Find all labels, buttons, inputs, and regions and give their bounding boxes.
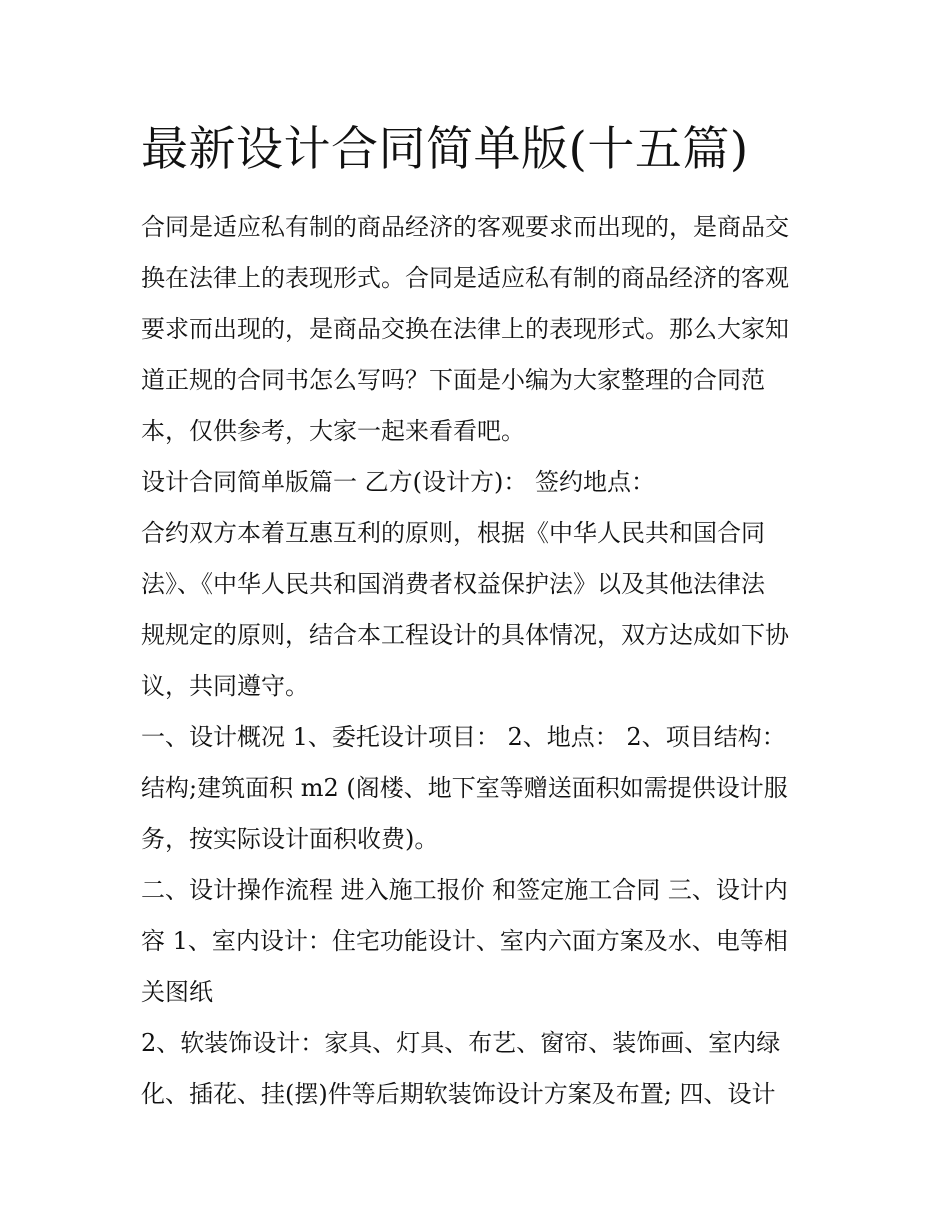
text-line: 关图纸 xyxy=(141,978,213,1006)
text-line: 一、设计概况 1、委托设计项目： 2、地点： 2、项目结构： xyxy=(141,723,786,751)
text-line: 议，共同遵守。 xyxy=(141,672,309,700)
text-line: 容 1、室内设计：住宅功能设计、室内六面方案及水、电等相 xyxy=(141,927,788,955)
intro-paragraph xyxy=(141,202,813,457)
text-line: 法》、《中华人民共和国消费者权益保护法》以及其他法律法 xyxy=(141,570,765,598)
text-line: 设计合同简单版篇一 乙方(设计方)： 签约地点： xyxy=(141,468,655,496)
text-line: 规规定的原则，结合本工程设计的具体情况，双方达成如下协 xyxy=(141,621,789,649)
text-line: 换在法律上的表现形式。合同是适应私有制的商品经济的客观 xyxy=(141,264,789,292)
text-line: 二、设计操作流程 进入施工报价 和签定施工合同 三、设计内 xyxy=(141,876,788,904)
document-title: 最新设计合同简单版(十五篇) xyxy=(141,122,749,177)
text-line: 合约双方本着互惠互利的原则，根据《中华人民共和国合同 xyxy=(141,519,765,547)
text-line: 2、软装饰设计：家具、灯具、布艺、窗帘、装饰画、室内绿 xyxy=(141,1029,781,1057)
text-line: 化、插花、挂(摆)件等后期软装饰设计方案及布置; 四、设计 xyxy=(141,1080,776,1108)
design-process-paragraph xyxy=(141,865,813,1018)
text-line: 合同是适应私有制的商品经济的客观要求而出现的，是商品交 xyxy=(141,213,789,241)
agreement-principle-paragraph xyxy=(141,508,813,712)
design-overview-paragraph xyxy=(141,712,813,865)
section-heading-paragraph xyxy=(141,457,813,508)
document-body xyxy=(141,118,813,1120)
text-line: 本，仅供参考，大家一起来看看吧。 xyxy=(141,417,525,445)
text-line: 要求而出现的，是商品交换在法律上的表现形式。那么大家知 xyxy=(141,315,789,343)
text-line: 务，按实际设计面积收费)。 xyxy=(141,825,439,853)
text-line: 道正规的合同书怎么写吗？下面是小编为大家整理的合同范 xyxy=(141,366,765,394)
text-line: 结构;建筑面积 m2 (阁楼、地下室等赠送面积如需提供设计服 xyxy=(141,774,788,802)
soft-decoration-paragraph xyxy=(141,1018,813,1120)
